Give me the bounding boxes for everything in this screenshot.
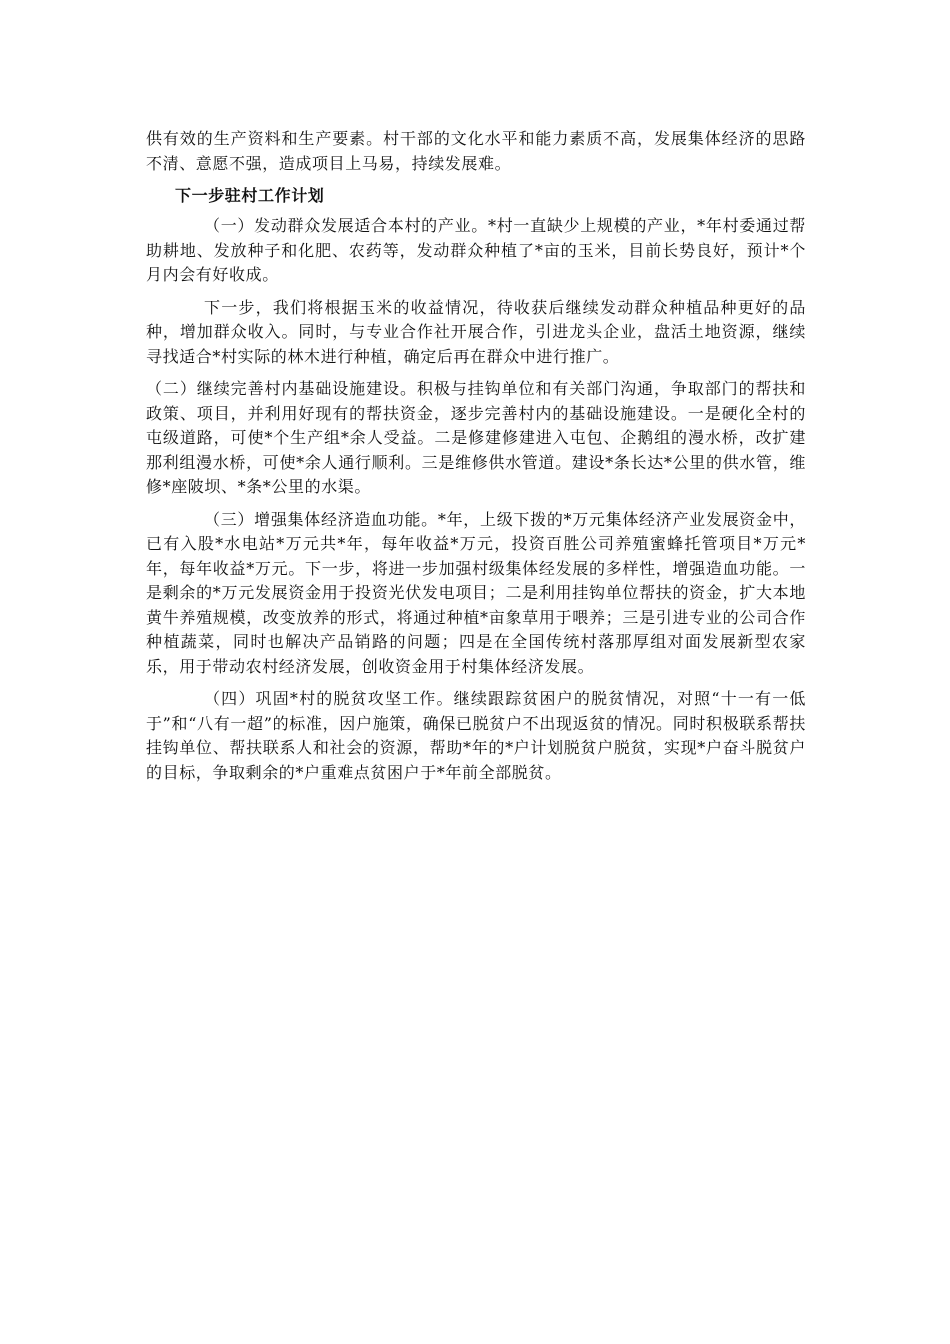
paragraph-next-step: 下一步，我们将根据玉米的收益情况，待收获后继续发动群众种植品种更好的品种，增加群众收入。同时，与专业合作社开展合作，引进龙头企业，盘活土地资源，继续寻找适合*村实际的林木进行种植，确定后再在群众中进行推广。: [146, 297, 806, 366]
section-heading: 下一步驻村工作计划: [175, 186, 325, 205]
paragraph-collective-economy: （三）增强集体经济造血功能。*年，上级下拨的*万元集体经济产业发展资金中，已有入股*水电站*万元共*年，每年收益*万元，投资百胜公司养殖蜜蜂托管项目*万元*年，每年收益*万元。下一步，将进一步加强村级集体经发展的多样性，增强造血功能。一是剩余的*万元发展资金用于投资光伏发电项目；二是利用挂钩单位帮扶的资金，扩大本地黄牛养殖规模，改变放养的形式，将通过种植*亩象草用于喂养；三是引进专业的公司合作种植蔬菜，同时也解决产品销路的问题；四是在全国传统村落那厚组对面发展新型农家乐，用于带动农村经济发展，创收资金用于村集体经济发展。: [146, 509, 806, 676]
paragraph-continuation: 供有效的生产资料和生产要素。村干部的文化水平和能力素质不高，发展集体经济的思路不清、意愿不强，造成项目上马易，持续发展难。: [146, 129, 806, 173]
paragraph-poverty-alleviation: （四）巩固*村的脱贫攻坚工作。继续跟踪贫困户的脱贫情况，对照“十一有一低于”和“八有一超”的标准，因户施策，确保已脱贫户不出现返贫的情况。同时积极联系帮扶挂钩单位、帮扶联系人和社会的资源，帮助*年的*户计划脱贫户脱贫，实现*户奋斗脱贫户的目标，争取剩余的*户重难点贫困户于*年前全部脱贫。: [146, 689, 806, 782]
paragraph-infrastructure: （二）继续完善村内基础设施建设。积极与挂钩单位和有关部门沟通，争取部门的帮扶和政策、项目，并利用好现有的帮扶资金，逐步完善村内的基础设施建设。一是硬化全村的屯级道路，可使*个生产组*余人受益。二是修建修建进入屯包、企鹅组的漫水桥，改扩建那利组漫水桥，可使*余人通行顺利。三是维修供水管道。建设*条长达*公里的供水管，维修*座陂坝、*条*公里的水渠。: [146, 379, 806, 496]
paragraph-industry: （一）发动群众发展适合本村的产业。*村一直缺少上规模的产业，*年村委通过帮助耕地、发放种子和化肥、农药等，发动群众种植了*亩的玉米，目前长势良好，预计*个月内会有好收成。: [146, 216, 806, 284]
document-page: [146, 127, 806, 793]
